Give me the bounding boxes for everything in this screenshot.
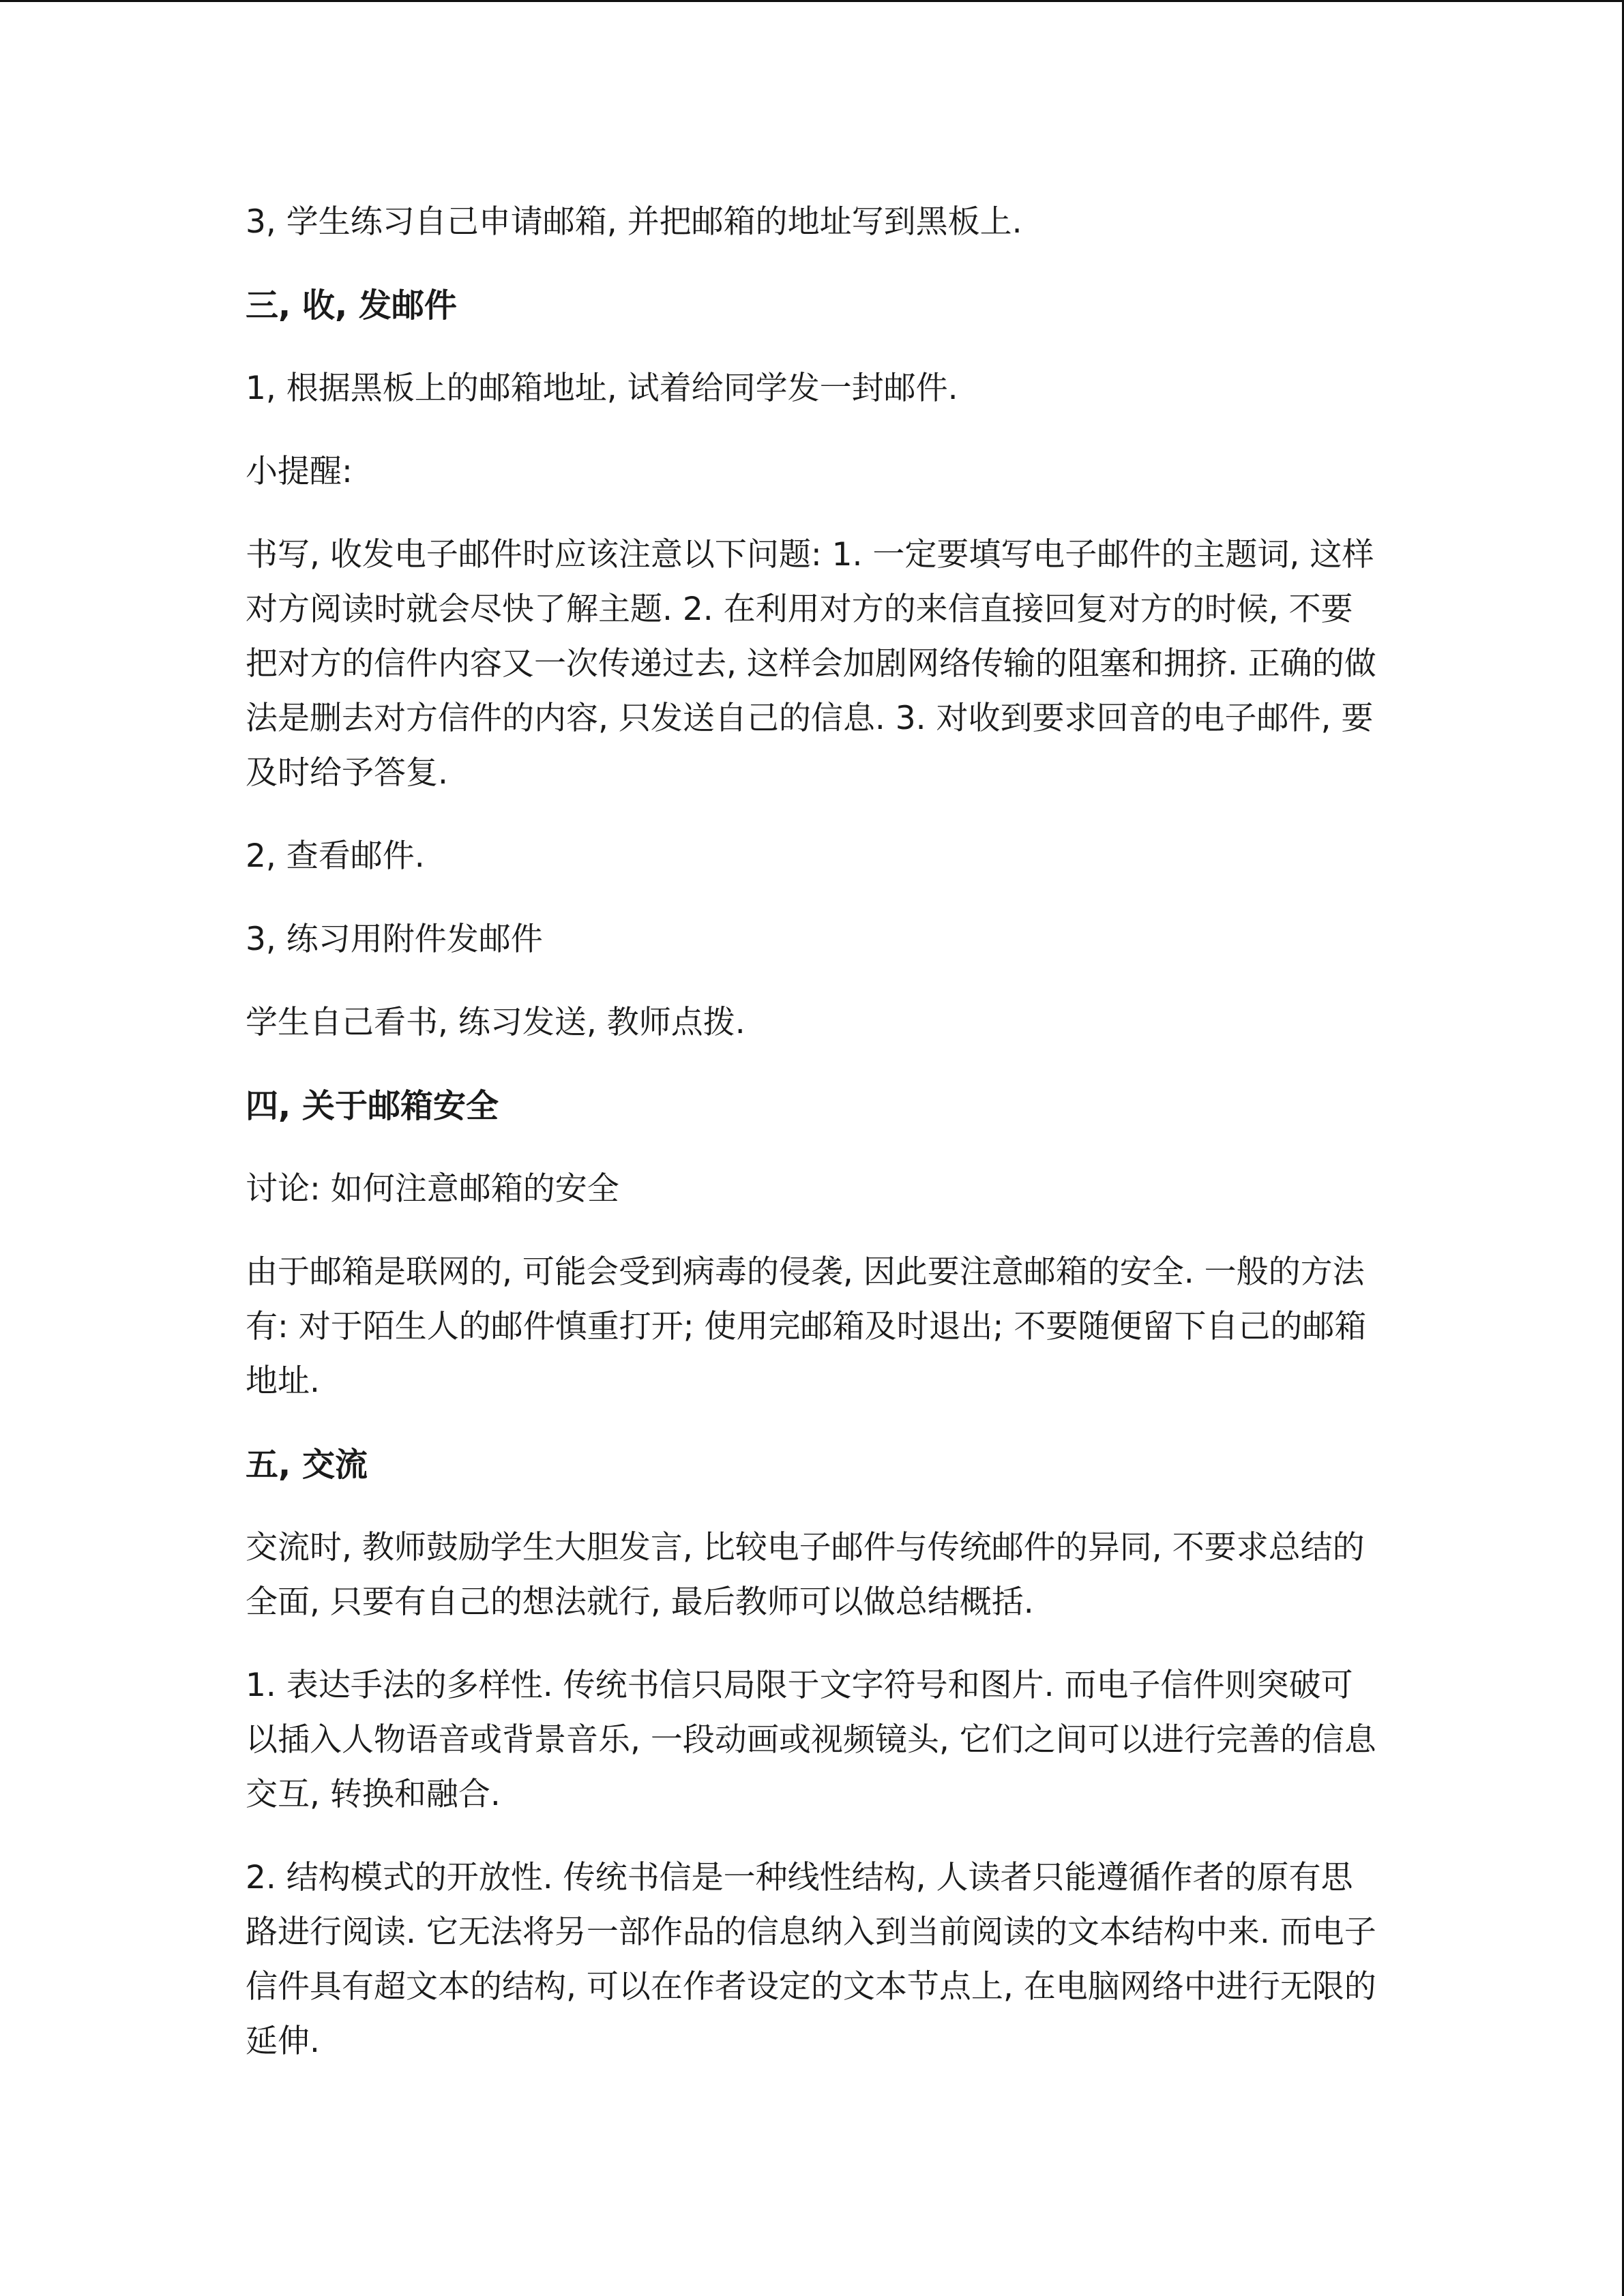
paragraph-apply-mailbox: 3, 学生练习自己申请邮箱, 并把邮箱的地址写到黑板上. — [246, 203, 1022, 241]
paragraph-reminder-body: 书写, 收发电子邮件时应该注意以下问题: 1. 一定要填写电子邮件的主题词, 这样对方阅读时就会尽快了解主题. 2. 在利用对方的来信直接回复对方的时候, 不要把对方的信件内容又一次传递过去, 这样会加剧网络传输的阻塞和拥挤. 正确的做法是删去对方信件的内容, 只发送自己的信息. 3. 对收到要求回音的电子邮件, 要及时给予答复. — [246, 536, 1376, 792]
paragraph-openness: 2. 结构模式的开放性. 传统书信是一种线性结构, 人读者只能遵循作者的原有思路进行阅读. 它无法将另一部作品的信息纳入到当前阅读的文本结构中来. 而电子信件具有超文本的结构, 可以在作者设定的文本节点上, 在电脑网络中进行无限的延伸. — [246, 1859, 1376, 2060]
paragraph-reminder-label: 小提醒: — [246, 453, 353, 490]
paragraph-exchange-body: 交流时, 教师鼓励学生大胆发言, 比较电子邮件与传统邮件的异同, 不要求总结的全面, 只要有自己的想法就行, 最后教师可以做总结概括. — [246, 1529, 1365, 1621]
paragraph-attachment: 3, 练习用附件发邮件 — [246, 921, 543, 958]
paragraph-check-mail: 2, 查看邮件. — [246, 837, 425, 875]
section-heading-exchange: 五, 交流 — [246, 1446, 368, 1484]
page-top-border — [0, 0, 1624, 2]
section-heading-send-receive: 三, 收, 发邮件 — [246, 286, 457, 325]
paragraph-security-body: 由于邮箱是联网的, 可能会受到病毒的侵袭, 因此要注意邮箱的安全. 一般的方法有: 对于陌生人的邮件慎重打开; 使用完邮箱及时退出; 不要随便留下自己的邮箱地址. — [246, 1253, 1367, 1400]
paragraph-discussion: 讨论: 如何注意邮箱的安全 — [246, 1170, 619, 1208]
paragraph-diversity: 1. 表达手法的多样性. 传统书信只局限于文字符号和图片. 而电子信件则突破可以插入人物语音或背景音乐, 一段动画或视频镜头, 它们之间可以进行完善的信息交互, 转换和融合. — [246, 1667, 1376, 1813]
paragraph-send-email: 1, 根据黑板上的邮箱地址, 试着给同学发一封邮件. — [246, 370, 958, 407]
document-body — [246, 195, 1381, 2098]
paragraph-practice: 学生自己看书, 练习发送, 教师点拨. — [246, 1004, 745, 1041]
section-heading-security: 四, 关于邮箱安全 — [246, 1087, 499, 1125]
